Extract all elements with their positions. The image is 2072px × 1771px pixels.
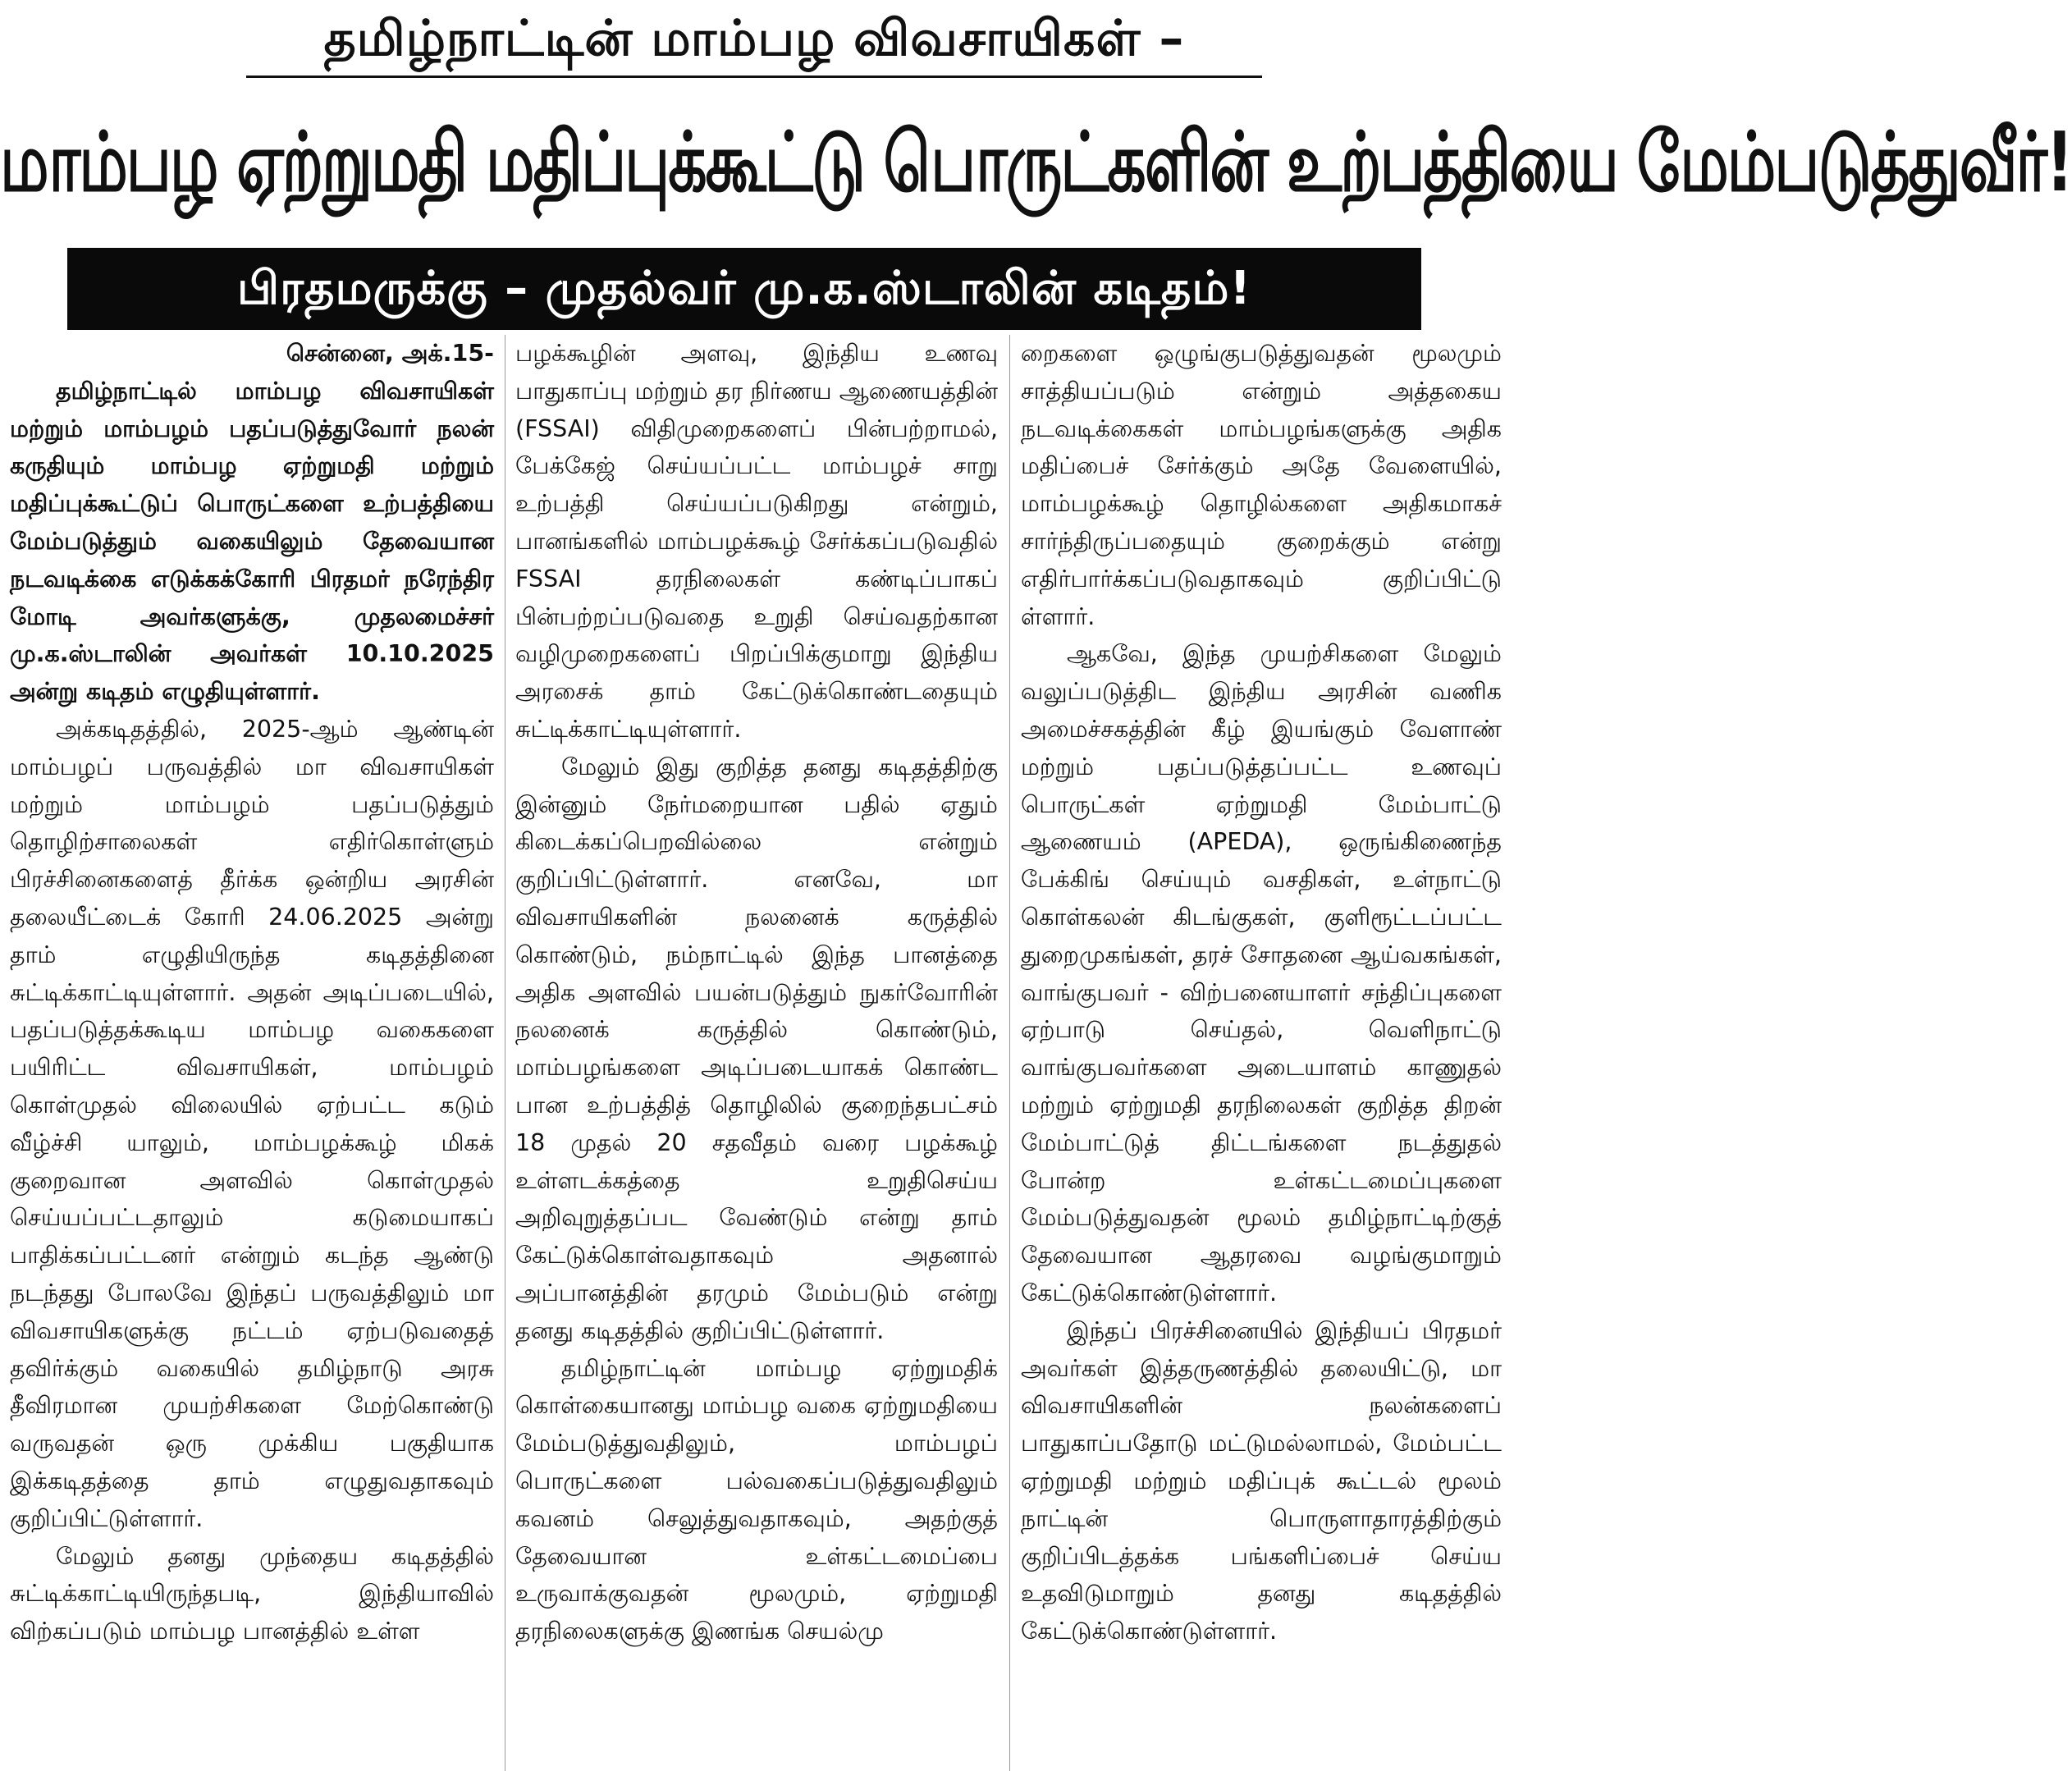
body-paragraph: ஆகவே, இந்த முயற்சிகளை மேலும் வலுப்படுத்திட இந்திய அரசின் வணிக அமைச்சகத்தின் கீழ் இயங்கும் வேளாண் மற்றும் பதப்படுத்தப்பட்ட உணவுப் பொருட்கள் ஏற்றுமதி மேம்பாட்டு ஆணையம் (APEDA), ஒருங்கிணைந்த பேக்கிங் செய்யும் வசதிகள், உள்நாட்டு கொள்கலன் கிடங்குகள், குளிரூட்டப்பட்ட துறைமுகங்கள், தரச் சோதனை ஆய்வகங்கள், வாங்குபவர் - விற்பனையாளர் சந்திப்புகளை ஏற்பாடு செய்தல், வெளிநாட்டு வாங்குபவர்களை அடையாளம் காணுதல் மற்றும் ஏற்றுமதி தரநிலைகள் குறித்த திறன் மேம்பாட்டுத் திட்டங்களை நடத்துதல் போன்ற உள்கட்டமைப்புகளை மேம்படுத்துவதன் மூலம் தமிழ்நாட்டிற்குத் தேவையான ஆதரவை வழங்குமாறும் கேட்டுக்கொண்டுள்ளார்.	[1021, 640, 1502, 1307]
main-headline: மாம்பழ ஏற்றுமதி மதிப்புக்கூட்டு பொருட்களின் உற்பத்தியை மேம்படுத்துவீர்!	[0, 114, 2072, 211]
article-column-2	[515, 335, 998, 1771]
lead-paragraph: தமிழ்நாட்டில் மாம்பழ விவசாயிகள் மற்றும் மாம்பழம் பதப்படுத்துவோர் நலன் கருதியும் மாம்பழ ஏற்றுமதி மற்றும் மதிப்புக்கூட்டுப் பொருட்களை உற்பத்தியை மேம்படுத்தும் வகையிலும் தேவையான நடவடிக்கை எடுக்கக்கோரி பிரதமர் நரேந்திர மோடி அவர்களுக்கு, முதலமைச்சர் மு.க.ஸ்டாலின் அவர்கள் 10.10.2025 அன்று கடிதம் எழுதியுள்ளார்.	[10, 377, 494, 706]
article-column-3	[1021, 335, 1502, 1771]
dateline: சென்னை, அக்.15-	[286, 340, 494, 367]
body-paragraph: தமிழ்நாட்டின் மாம்பழ ஏற்றுமதிக் கொள்கையானது மாம்பழ வகை ஏற்றுமதியை மேம்படுத்துவதிலும், மாம்பழப் பொருட்களை பல்வகைப்படுத்துவதிலும் கவனம் செலுத்துவதாகவும், அதற்குத் தேவையான உள்கட்டமைப்பை உருவாக்குவதன் மூலமும், ஏற்றுமதி தரநிலைகளுக்கு இணங்க செயல்மு	[515, 1354, 998, 1645]
sub-headline-banner: பிரதமருக்கு – முதல்வர் மு.க.ஸ்டாலின் கடிதம்!	[67, 248, 1421, 330]
body-paragraph: மேலும் இது குறித்த தனது கடிதத்திற்கு இன்னும் நேர்மறையான பதில் ஏதும் கிடைக்கப்பெறவில்லை என்றும் குறிப்பிட்டுள்ளார். எனவே, மா விவசாயிகளின் நலனைக் கருத்தில் கொண்டும், நம்நாட்டில் இந்த பானத்தை அதிக அளவில் பயன்படுத்தும் நுகர்வோரின் நலனைக் கருத்தில் கொண்டும், மாம்பழங்களை அடிப்படையாகக் கொண்ட பான உற்பத்தித் தொழிலில் குறைந்தபட்சம் 18 முதல் 20 சதவீதம் வரை பழக்கூழ் உள்ளடக்கத்தை உறுதிசெய்ய அறிவுறுத்தப்பட வேண்டும் என்று தாம் கேட்டுக்கொள்வதாகவும் அதனால் அப்பானத்தின் தரமும் மேம்படும் என்று தனது கடிதத்தில் குறிப்பிட்டுள்ளார்.	[515, 753, 998, 1344]
body-paragraph: இந்தப் பிரச்சினையில் இந்தியப் பிரதமர் அவர்கள் இத்தருணத்தில் தலையிட்டு, மா விவசாயிகளின் நலன்களைப் பாதுகாப்பதோடு மட்டுமல்லாமல், மேம்பட்ட ஏற்றுமதி மற்றும் மதிப்புக் கூட்டல் மூலம் நாட்டின் பொருளாதாரத்திற்கும் குறிப்பிடத்தக்க பங்களிப்பைச் செய்ய உதவிடுமாறும் தனது கடிதத்தில் கேட்டுக்கொண்டுள்ளார்.	[1021, 1316, 1502, 1645]
body-paragraph: மேலும் தனது முந்தைய கடிதத்தில் சுட்டிக்காட்டியிருந்தபடி, இந்தியாவில் விற்கப்படும் மாம்பழ பானத்தில் உள்ள	[10, 1542, 494, 1645]
article-column-1	[10, 335, 494, 1771]
column-divider	[1009, 335, 1010, 1771]
body-paragraph: றைகளை ஒழுங்குபடுத்துவதன் மூலமும் சாத்தியப்படும் என்றும் அத்தகைய நடவடிக்கைகள் மாம்பழங்களுக்கு அதிக மதிப்பைச் சேர்க்கும் அதே வேளையில், மாம்பழக்கூழ் தொழில்களை அதிகமாகச் சார்ந்திருப்பதையும் குறைக்கும் என்று எதிர்பார்க்கப்படுவதாகவும் குறிப்பிட்டு ள்ளார்.	[1021, 340, 1502, 630]
body-paragraph: பழக்கூழின் அளவு, இந்திய உணவு பாதுகாப்பு மற்றும் தர நிர்ணய ஆணையத்தின் (FSSAI) விதிமுறைகளைப் பின்பற்றாமல், பேக்கேஜ் செய்யப்பட்ட மாம்பழச் சாறு உற்பத்தி செய்யப்படுகிறது என்றும், பானங்களில் மாம்பழக்கூழ் சேர்க்கப்படுவதில் FSSAI தரநிலைகள் கண்டிப்பாகப் பின்பற்றப்படுவதை உறுதி செய்வதற்கான வழிமுறைகளைப் பிறப்பிக்குமாறு இந்திய அரசைக் தாம் கேட்டுக்கொண்டதையும் சுட்டிக்காட்டியுள்ளார்.	[515, 340, 998, 743]
body-paragraph: அக்கடிதத்தில், 2025-ஆம் ஆண்டின் மாம்பழப் பருவத்தில் மா விவசாயிகள் மற்றும் மாம்பழம் பதப்படுத்தும் தொழிற்சாலைகள் எதிர்கொள்ளும் பிரச்சினைகளைத் தீர்க்க ஒன்றிய அரசின் தலையீட்டைக் கோரி 24.06.2025 அன்று தாம் எழுதியிருந்த கடிதத்தினை சுட்டிக்காட்டியுள்ளார். அதன் அடிப்படையில், பதப்படுத்தக்கூடிய மாம்பழ வகைகளை பயிரிட்ட விவசாயிகள், மாம்பழம் கொள்முதல் விலையில் ஏற்பட்ட கடும் வீழ்ச்சி யாலும், மாம்பழக்கூழ் மிகக் குறைவான அளவில் கொள்முதல் செய்யப்பட்டதாலும் கடுமையாகப் பாதிக்கப்பட்டனர் என்றும் கடந்த ஆண்டு நடந்தது போலவே இந்தப் பருவத்திலும் மா விவசாயிகளுக்கு நட்டம் ஏற்படுவதைத் தவிர்க்கும் வகையில் தமிழ்நாடு அரசு தீவிரமான முயற்சிகளை மேற்கொண்டு வருவதன் ஒரு முக்கிய பகுதியாக இக்கடிதத்தை தாம் எழுதுவதாகவும் குறிப்பிட்டுள்ளார்.	[10, 715, 494, 1532]
kicker-headline: தமிழ்நாட்டின் மாம்பழ விவசாயிகள் –	[323, 10, 1185, 67]
